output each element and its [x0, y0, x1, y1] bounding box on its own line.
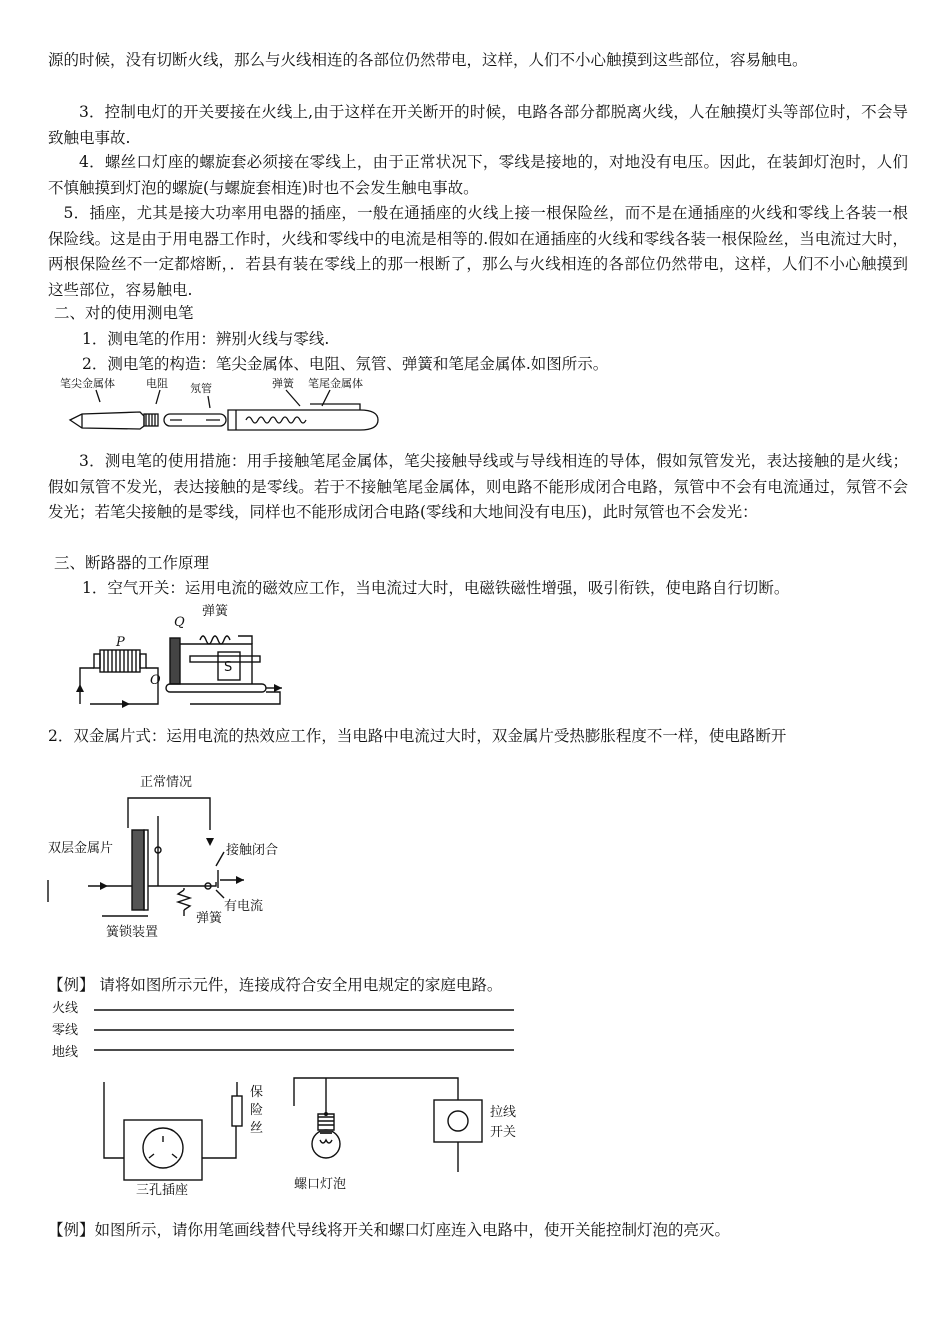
paragraph-rule-5: 5．插座，尤其是接大功率用电器的插座，一般在通插座的火线上接一根保险丝，而不是在通插座的火线和零线上各装一根保险线。这是由于用电器工作时，火线和零线中的电流是相等的.假如在通插座的火线和零线各装一根保险丝，当电流过大时，两根保险丝不一定都熔断，．若县有装在零线上的那一根断了，那么与火线相连的各部位仍然带电，这样，人们不小心触摸到这些部位，容易触电.	[48, 204, 908, 299]
paragraph-continuation: 源的时候，没有切断火线，那么与火线相连的各部位仍然带电，这样，人们不小心触摸到这些部位，容易触电。	[48, 51, 808, 69]
wire-label-ground: 地线	[52, 1045, 79, 1060]
section-2-item-3: 3．测电笔的使用措施：用手接触笔尾金属体，笔尖接触导线或与导线相连的导体，假如氖管发光，表达接触的是火线；假如氖管不发光，表达接触的是零线。若于不接触笔尾金属体，则电路不能形成闭合电路，氖管中不会有电流通过，氖管不会发光；若笔尖接触的是零线，同样也不能形成闭合电路(零线和大地间没有电压)，此时氖管也不会发光：	[48, 452, 908, 521]
pen-label-tail: 笔尾金属体	[308, 377, 363, 390]
bimetal-label-lock: 簧锁装置	[106, 925, 159, 940]
bimetal-label-contact: 接触闭合	[226, 843, 279, 858]
switch-label-2: 开关	[490, 1125, 517, 1140]
air-switch-diagram	[70, 600, 290, 710]
switch-label-1: 拉线	[490, 1105, 517, 1120]
pen-label-spring: 弹簧	[272, 377, 294, 390]
air-label-q: Q	[174, 615, 185, 630]
test-pen-diagram	[60, 374, 400, 444]
pen-label-tip: 笔尖金属体	[60, 377, 115, 390]
section-2-item-1: 1．测电笔的作用：辨别火线与零线.	[82, 330, 330, 348]
air-label-p: P	[116, 635, 125, 650]
bimetal-label-spring: 弹簧	[196, 911, 223, 926]
fuse-label-1: 保	[250, 1085, 264, 1100]
bulb-label: 螺口灯泡	[294, 1177, 347, 1192]
section-3-item-1: 1．空气开关：运用电流的磁效应工作，当电流过大时，电磁铁磁性增强，吸引衔铁，使电路自行切断。	[82, 579, 790, 597]
bimetal-label-normal: 正常情况	[140, 775, 193, 790]
example-2-text: 【例】如图所示，请你用笔画线替代导线将开关和螺口灯座连入电路中，使开关能控制灯泡的亮灭。	[48, 1221, 731, 1239]
pen-label-neon: 氖管	[190, 382, 212, 395]
section-2-item-2: 2．测电笔的构造：笔尖金属体、电阻、氖管、弹簧和笔尾金属体.如图所示。	[82, 355, 609, 373]
pen-label-resistor: 电阻	[146, 377, 168, 390]
paragraph-rule-3: 3．控制电灯的开关要接在火线上,由于这样在开关断开的时候，电路各部分都脱离火线，人在触摸灯头等部位时，不会导致触电事故.	[48, 103, 908, 147]
bimetal-breaker-diagram	[48, 770, 298, 940]
household-circuit-diagram	[50, 996, 520, 1196]
socket-label: 三孔插座	[136, 1183, 189, 1198]
example-1-text: 【例】 请将如图所示元件，连接成符合安全用电规定的家庭电路。	[48, 976, 503, 994]
bimetal-label-current: 有电流	[224, 899, 264, 914]
wire-label-neutral: 零线	[52, 1023, 79, 1038]
section-2-title: 二、对的使用测电笔	[54, 304, 194, 322]
section-3-title: 三、断路器的工作原理	[54, 554, 210, 572]
fuse-label-2: 险	[250, 1103, 264, 1118]
wire-label-live: 火线	[52, 1001, 79, 1016]
section-3-item-2: 2．双金属片式：运用电流的热效应工作，当电路中电流过大时，双金属片受热膨胀程度不一样，使电路断开	[48, 727, 787, 745]
air-label-o: O	[150, 673, 161, 688]
bimetal-label-bimetal: 双层金属片	[48, 841, 114, 856]
paragraph-rule-4: 4．螺丝口灯座的螺旋套必须接在零线上，由于正常状况下，零线是接地的，对地没有电压。因此，在装卸灯泡时，人们不慎触摸到灯泡的螺旋(与螺旋套相连)时也不会发生触电事故。	[48, 153, 908, 197]
air-label-spring: 弹簧	[202, 604, 229, 619]
air-label-s: S	[224, 660, 233, 675]
fuse-label-3: 丝	[250, 1121, 264, 1136]
